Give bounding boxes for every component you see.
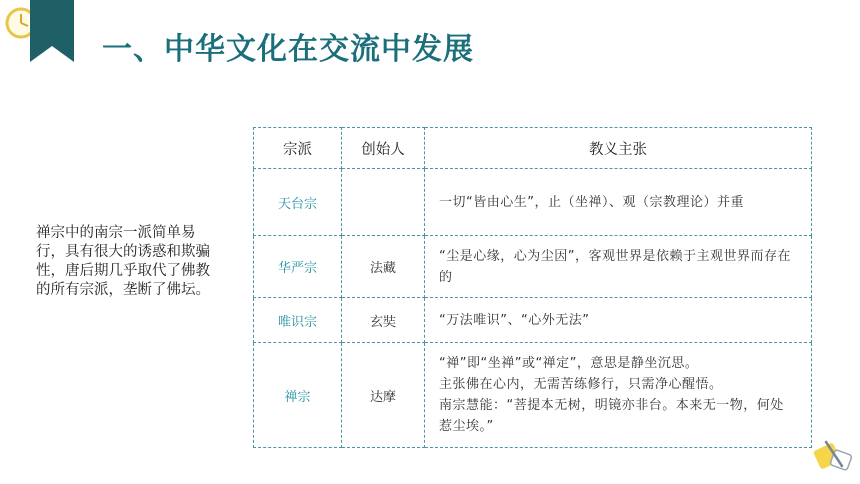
page-title: 一、中华文化在交流中发展 [102,32,474,67]
doctrine-line: “万法唯识”、“心外无法” [439,312,590,328]
header-founder: 创始人 [342,128,425,169]
buddhism-sects-table [253,127,812,448]
founder-cell [342,169,425,236]
sect-cell: 天台宗 [254,169,342,236]
table-row [254,236,812,298]
paperclip-icon [812,436,856,476]
founder-cell: 玄奘 [342,298,425,343]
doctrine-line: 主张佛在心内，无需苦练修行，只需净心醒悟。 [439,377,723,392]
doctrine-line: “尘是心缘，心为尘因”，客观世界是依赖于主观世界而存在的 [439,248,791,285]
sect-cell: 唯识宗 [254,298,342,343]
table-row [254,169,812,236]
doctrine-cell [425,169,812,236]
sect-cell: 禅宗 [254,343,342,448]
side-note: 禅宗中的南宗一派简单易行，具有很大的诱惑和欺骗性，唐后期几乎取代了佛教的所有宗派，垄断了佛坛。 [36,225,210,298]
table-row [254,298,812,343]
doctrine-line: “禅”即“坐禅”或“禅定”，意思是静坐沉思。 [439,356,699,371]
doctrine-line: 南宗慧能：“菩提本无树，明镜亦非台。本来无一物，何处惹尘埃。” [439,398,784,434]
doctrine-cell [425,236,812,298]
doctrine-cell [425,343,812,448]
doctrine-line: 一切“皆由心生”，止（坐禅）、观（宗教理论）并重 [439,194,744,210]
founder-cell: 达摩 [342,343,425,448]
table-row [254,343,812,448]
doctrine-cell [425,298,812,343]
bookmark-icon [30,0,74,62]
table-header-row [254,128,812,169]
sect-cell: 华严宗 [254,236,342,298]
header-sect: 宗派 [254,128,342,169]
founder-cell: 法藏 [342,236,425,298]
header-doctrine: 教义主张 [425,128,812,169]
